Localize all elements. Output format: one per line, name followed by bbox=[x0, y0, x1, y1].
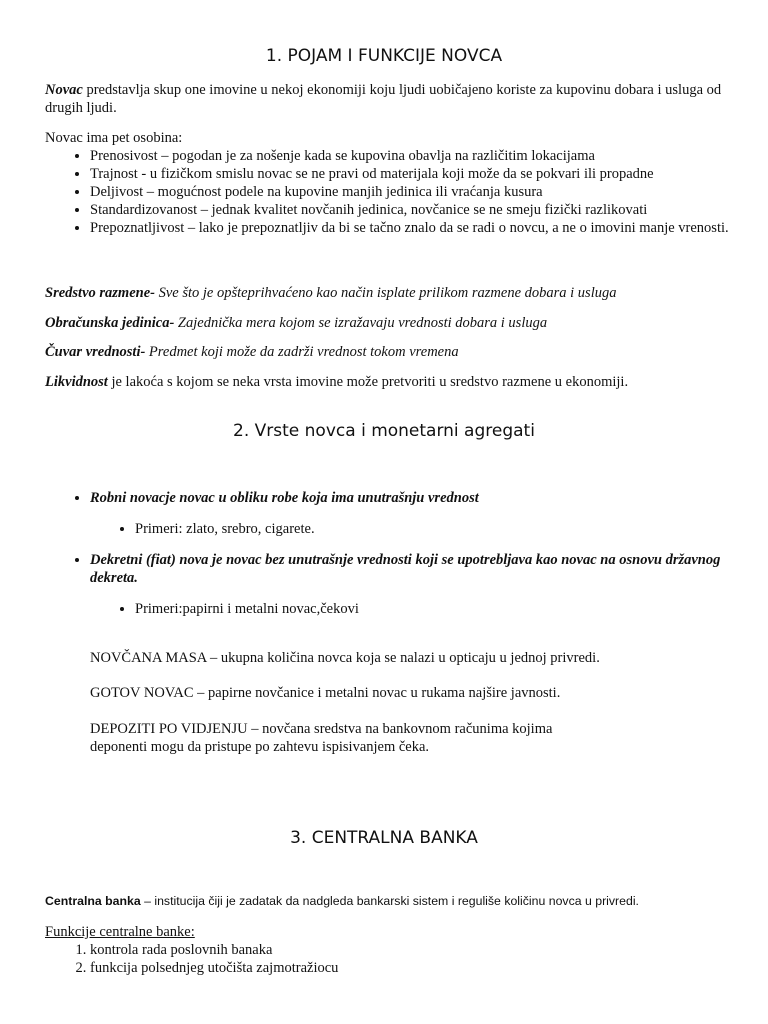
liquidity-definition bbox=[45, 373, 725, 391]
central-bank-definition bbox=[45, 894, 735, 908]
commodity-examples-list bbox=[90, 520, 735, 538]
list-item: 2. funkcija polsednjeg utočišta zajmotražiocu bbox=[90, 959, 755, 977]
list-item: 1. kontrola rada poslovnih banaka bbox=[90, 941, 755, 959]
list-item-commodity-money: • Robni novacje novac u obliku robe koja ima unutrašnju vrednost bbox=[90, 489, 755, 507]
fiat-examples-list bbox=[90, 600, 735, 618]
money-supply-definition: NOVČANA MASA – ukupna količina novca koja se nalazi u opticaju u jednoj privredi. bbox=[90, 650, 600, 666]
intro-term: Novac bbox=[45, 82, 83, 98]
function-term: Sredstvo razmene- bbox=[45, 285, 155, 301]
central-bank-text: – institucija čiji je zadatak da nadgleda bankarski sistem i reguliše količinu novca u privredi. bbox=[140, 894, 639, 908]
function-text: Sve što je opšteprihvaćeno kao način isplate prilikom razmene dobara i usluga bbox=[154, 285, 617, 301]
list-item: • Prepoznatljivost – lako je prepoznatljiv da bi se tačno znalo da se radi o novcu, a ne o imovini manje vrenosti. bbox=[90, 219, 755, 237]
features-intro: Novac ima pet osobina: bbox=[45, 130, 183, 146]
demand-deposits-line-2: deponenti mogu da pristupe po zahtevu ispisivanjem čeka. bbox=[90, 739, 430, 755]
liquidity-term: Likvidnost bbox=[45, 374, 108, 390]
function-term: Obračunska jedinica- bbox=[45, 315, 175, 331]
central-bank-functions-list bbox=[45, 941, 755, 977]
list-item-fiat-money: • Dekretni (fiat) nova je novac bez unutrašnje vrednosti koji se upotrebljava kao novac na osnovu državnog dekreta. bbox=[90, 551, 755, 587]
function-text: Zajednička mera kojom se izražavaju vrednosti dobara i usluga bbox=[174, 315, 548, 331]
cash-definition: GOTOV NOVAC – papirne novčanice i metalni novac u rukama najšire javnosti. bbox=[90, 685, 561, 701]
section-3-heading: 3. CENTRALNA BANKA bbox=[290, 828, 478, 848]
function-text: Predmet koji može da zadrži vrednost tokom vremena bbox=[145, 344, 459, 360]
list-item: • Trajnost - u fizičkom smislu novac se ne pravi od materijala koji može da se pokvari ili propadne bbox=[90, 165, 755, 183]
list-item-commodity-examples: • Primeri: zlato, srebro, cigarete. bbox=[135, 520, 735, 538]
section-1-heading: 1. POJAM I FUNKCIJE NOVCA bbox=[265, 46, 503, 66]
list-item: • Deljivost – mogućnost podele na kupovine manjih jedinica ili vraćanja kusura bbox=[90, 183, 755, 201]
features-list bbox=[45, 147, 755, 237]
demand-deposits-line-1: DEPOZITI PO VIDJENJU – novčana sredstva na bankovnom računima kojima bbox=[90, 721, 553, 737]
function-term: Čuvar vrednosti- bbox=[45, 344, 146, 360]
list-item: • Prenosivost – pogodan je za nošenje kada se kupovina obavlja na različitim lokacijama bbox=[90, 147, 755, 165]
central-bank-term: Centralna banka bbox=[45, 894, 141, 908]
liquidity-text: je lakoća s kojom se neka vrsta imovine može pretvoriti u sredstvo razmene u ekonomiji. bbox=[107, 374, 629, 390]
function-unit-of-account bbox=[45, 314, 725, 332]
fiat-money-list bbox=[45, 551, 755, 587]
function-medium-of-exchange bbox=[45, 284, 725, 302]
intro-paragraph bbox=[45, 81, 725, 117]
list-item-fiat-examples: • Primeri:papirni i metalni novac,čekovi bbox=[135, 600, 735, 618]
intro-text: predstavlja skup one imovine u nekoj ekonomiji koju ljudi uobičajeno koriste za kupovinu dobara i usluga od drugih ljudi. bbox=[45, 82, 722, 116]
commodity-money-list bbox=[45, 489, 755, 507]
section-2-heading: 2. Vrste novca i monetarni agregati bbox=[233, 421, 535, 441]
function-store-of-value bbox=[45, 343, 725, 361]
list-item: • Standardizovanost – jednak kvalitet novčanih jedinica, novčanice se ne smeju fizički razlikovati bbox=[90, 201, 755, 219]
central-bank-functions-title: Funkcije centralne banke: bbox=[45, 924, 195, 940]
